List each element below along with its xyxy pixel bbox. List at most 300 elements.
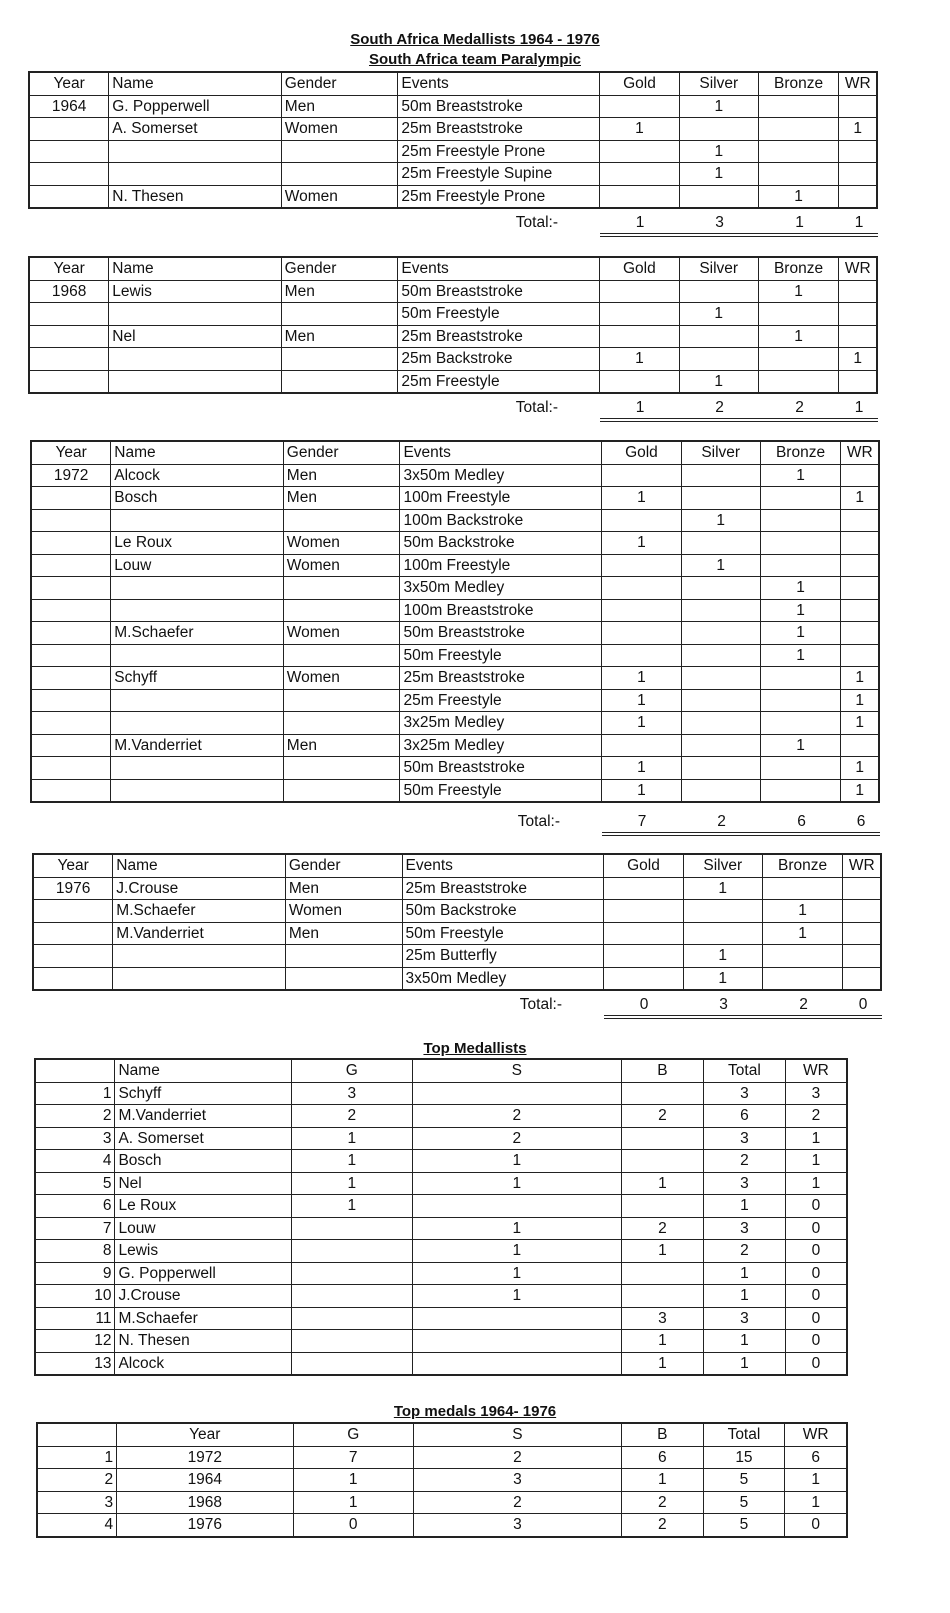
name-cell: Bosch [115, 1150, 291, 1173]
header-name: Name [115, 1059, 291, 1082]
table-row [31, 554, 879, 577]
total-label: Total:- [515, 214, 558, 231]
event-cell: 100m Backstroke [400, 509, 602, 532]
table-row [33, 922, 881, 945]
gold-cell [604, 945, 684, 968]
wr-cell [841, 734, 879, 757]
header-wr: WR [785, 1059, 847, 1082]
rank-cell: 7 [35, 1217, 115, 1240]
name-cell [111, 509, 284, 532]
table-row [33, 900, 881, 923]
name-cell: Lewis [109, 280, 281, 303]
s-cell: 1 [412, 1240, 621, 1263]
header-year: Year [33, 854, 113, 877]
medal-table-3 [30, 440, 880, 803]
b-cell: 1 [622, 1469, 704, 1492]
s-cell [412, 1307, 621, 1330]
bronze-cell [760, 779, 841, 802]
wr-cell: 1 [839, 118, 877, 141]
gender-cell: Women [283, 554, 400, 577]
gold-cell: 1 [602, 779, 682, 802]
silver-cell: 1 [681, 509, 760, 532]
total-cell: 1 [703, 1285, 785, 1308]
wr-cell [841, 644, 879, 667]
g-cell: 0 [293, 1514, 413, 1537]
gender-cell [281, 370, 398, 393]
wr-cell [839, 185, 877, 208]
name-cell: Alcock [115, 1352, 291, 1375]
name-cell: Nel [109, 325, 281, 348]
total-cell: 3 [703, 1307, 785, 1330]
silver-cell: 1 [679, 163, 758, 186]
total-cell: 1 [703, 1195, 785, 1218]
bronze-cell [762, 945, 843, 968]
wr-cell: 0 [785, 1240, 847, 1263]
b-cell [621, 1127, 703, 1150]
silver-cell: 1 [679, 95, 758, 118]
header-g: G [293, 1423, 413, 1446]
wr-cell: 6 [785, 1446, 847, 1469]
rank-cell: 12 [35, 1330, 115, 1353]
gold-cell [599, 325, 679, 348]
event-cell: 25m Freestyle [398, 370, 600, 393]
table-row [31, 779, 879, 802]
silver-cell: 1 [683, 877, 762, 900]
total-wr: 6 [856, 813, 866, 830]
header-silver: Silver [679, 72, 758, 95]
total-cell: 3 [703, 1082, 785, 1105]
rank-cell: 2 [37, 1469, 117, 1492]
b-cell: 1 [621, 1172, 703, 1195]
s-cell [412, 1330, 621, 1353]
header-wr: WR [839, 72, 877, 95]
gold-cell [604, 900, 684, 923]
totals-row [28, 397, 888, 421]
g-cell [291, 1240, 412, 1263]
table-row [37, 1469, 847, 1492]
silver-cell [681, 464, 760, 487]
total-b: 2 [799, 996, 808, 1013]
bronze-cell: 1 [760, 622, 841, 645]
bronze-cell [758, 348, 839, 371]
top-medals-table [36, 1422, 848, 1538]
name-cell [111, 644, 284, 667]
b-cell [621, 1082, 703, 1105]
silver-cell [681, 757, 760, 780]
bronze-cell: 1 [762, 922, 843, 945]
year-cell [31, 712, 111, 735]
header-bronze: Bronze [758, 257, 839, 280]
header-bronze: Bronze [760, 441, 841, 464]
gender-cell [283, 577, 400, 600]
bronze-cell: 1 [758, 325, 839, 348]
wr-cell: 0 [785, 1352, 847, 1375]
year-cell: 1964 [29, 95, 109, 118]
wr-cell: 0 [785, 1514, 847, 1537]
name-cell: Lewis [115, 1240, 291, 1263]
table-row [31, 644, 879, 667]
wr-cell [841, 554, 879, 577]
rank-cell: 9 [35, 1262, 115, 1285]
event-cell: 100m Freestyle [400, 554, 602, 577]
rank-cell: 8 [35, 1240, 115, 1263]
gold-cell [600, 140, 680, 163]
event-cell: 50m Backstroke [402, 900, 604, 923]
table-row [31, 577, 879, 600]
year-cell [29, 118, 109, 141]
table-row [35, 1285, 847, 1308]
table-row [31, 622, 879, 645]
bronze-cell: 1 [760, 464, 841, 487]
event-cell: 3x50m Medley [400, 464, 602, 487]
header-row [29, 72, 877, 95]
total-wr: 1 [854, 214, 864, 231]
event-cell: 25m Butterfly [402, 945, 604, 968]
s-cell: 1 [412, 1262, 621, 1285]
table-row [31, 734, 879, 757]
name-cell [111, 757, 284, 780]
name-cell [113, 967, 286, 990]
total-cell: 3 [703, 1172, 785, 1195]
b-cell [621, 1262, 703, 1285]
year-cell [29, 303, 109, 326]
gold-cell [600, 95, 680, 118]
gender-cell [283, 644, 400, 667]
bronze-cell: 1 [760, 644, 841, 667]
header-b: B [621, 1059, 703, 1082]
g-cell [291, 1352, 412, 1375]
totals-underline [600, 233, 878, 237]
header-gold: Gold [604, 854, 684, 877]
year-cell [31, 599, 111, 622]
bronze-cell [758, 118, 839, 141]
table-row [31, 757, 879, 780]
table-row [29, 280, 877, 303]
wr-cell: 0 [785, 1217, 847, 1240]
header-silver: Silver [683, 854, 762, 877]
gender-cell: Women [283, 667, 400, 690]
table-row [37, 1446, 847, 1469]
rank-cell: 1 [35, 1082, 115, 1105]
event-cell: 25m Breaststroke [398, 118, 600, 141]
gender-cell [283, 779, 400, 802]
name-cell [109, 303, 281, 326]
wr-cell [843, 967, 881, 990]
silver-cell [679, 280, 758, 303]
silver-cell: 1 [683, 967, 762, 990]
table-row [31, 689, 879, 712]
header-total: Total [703, 1423, 785, 1446]
wr-cell [843, 945, 881, 968]
g-cell: 1 [293, 1491, 413, 1514]
gold-cell [602, 734, 682, 757]
gold-cell [599, 370, 679, 393]
name-cell [109, 163, 282, 186]
wr-cell: 3 [785, 1082, 847, 1105]
bronze-cell [760, 689, 841, 712]
table-row [35, 1330, 847, 1353]
header-wr: WR [785, 1423, 847, 1446]
year-cell [31, 554, 111, 577]
header-gender: Gender [281, 72, 398, 95]
total-cell: 5 [703, 1514, 785, 1537]
s-cell: 1 [412, 1217, 621, 1240]
name-cell [109, 348, 281, 371]
gold-cell [600, 163, 680, 186]
total-cell: 1 [703, 1330, 785, 1353]
event-cell: 25m Freestyle [400, 689, 602, 712]
wr-cell [839, 140, 877, 163]
year-cell [31, 509, 111, 532]
name-cell [111, 712, 284, 735]
gold-cell [602, 599, 682, 622]
gold-cell [602, 622, 682, 645]
wr-cell: 1 [841, 667, 879, 690]
s-cell [412, 1082, 621, 1105]
gender-cell: Women [281, 185, 398, 208]
g-cell [291, 1330, 412, 1353]
gender-cell: Men [281, 280, 398, 303]
gold-cell [599, 280, 679, 303]
g-cell: 7 [293, 1446, 413, 1469]
event-cell: 50m Freestyle [398, 303, 600, 326]
wr-cell: 0 [785, 1330, 847, 1353]
medal-table-4 [32, 853, 882, 991]
b-cell [621, 1285, 703, 1308]
silver-cell [679, 325, 758, 348]
header-events: Events [400, 441, 602, 464]
b-cell [621, 1150, 703, 1173]
gender-cell: Men [283, 734, 400, 757]
year-cell: 1968 [29, 280, 109, 303]
total-cell: 5 [703, 1491, 785, 1514]
table-row [29, 140, 877, 163]
wr-cell: 1 [839, 348, 877, 371]
rank-cell: 4 [35, 1150, 115, 1173]
total-label: Total:- [517, 813, 560, 830]
table-row [31, 464, 879, 487]
total-cell: 2 [703, 1240, 785, 1263]
silver-cell [681, 577, 760, 600]
page-header [0, 30, 950, 70]
silver-cell [681, 532, 760, 555]
wr-cell: 0 [785, 1285, 847, 1308]
totals-underline [604, 1015, 882, 1019]
wr-cell: 1 [785, 1172, 847, 1195]
header-events: Events [398, 72, 600, 95]
year-cell [33, 945, 113, 968]
total-label: Total:- [515, 399, 558, 416]
header-year: Year [29, 257, 109, 280]
table-row [31, 487, 879, 510]
event-cell: 50m Breaststroke [400, 757, 602, 780]
wr-cell: 1 [841, 779, 879, 802]
gender-cell [285, 967, 402, 990]
name-cell: N. Thesen [109, 185, 282, 208]
event-cell: 25m Freestyle Supine [398, 163, 600, 186]
silver-cell: 1 [679, 370, 758, 393]
bronze-cell [758, 140, 839, 163]
table-row [35, 1352, 847, 1375]
total-b: 2 [795, 399, 804, 416]
table-row [29, 163, 877, 186]
year-cell: 1964 [117, 1469, 293, 1492]
wr-cell [839, 325, 877, 348]
bronze-cell: 1 [760, 599, 841, 622]
medal-table-2 [28, 256, 878, 394]
gold-cell [600, 185, 680, 208]
gold-cell: 1 [602, 487, 682, 510]
totals-underline [600, 418, 878, 422]
header-bronze: Bronze [762, 854, 843, 877]
s-cell: 2 [413, 1446, 621, 1469]
rank-cell: 3 [35, 1127, 115, 1150]
silver-cell [681, 712, 760, 735]
total-label: Total:- [519, 996, 562, 1013]
table-row [31, 667, 879, 690]
gender-cell: Women [283, 532, 400, 555]
header-row [31, 441, 879, 464]
bronze-cell [758, 95, 839, 118]
rank-cell: 2 [35, 1105, 115, 1128]
bronze-cell [760, 487, 841, 510]
header-s: S [413, 1423, 621, 1446]
bronze-cell: 1 [760, 734, 841, 757]
header-gold: Gold [599, 257, 679, 280]
year-cell [29, 185, 109, 208]
g-cell [291, 1217, 412, 1240]
name-cell: M.Vanderriet [115, 1105, 291, 1128]
table-row [35, 1262, 847, 1285]
header-bronze: Bronze [758, 72, 839, 95]
wr-cell [841, 599, 879, 622]
event-cell: 100m Freestyle [400, 487, 602, 510]
gold-cell [602, 577, 682, 600]
year-cell [31, 779, 111, 802]
total-s: 2 [715, 399, 724, 416]
total-cell: 3 [703, 1217, 785, 1240]
gender-cell [281, 163, 398, 186]
header-s: S [412, 1059, 621, 1082]
gender-cell [281, 348, 398, 371]
name-cell [109, 370, 281, 393]
event-cell: 25m Backstroke [398, 348, 600, 371]
header-wr: WR [841, 441, 879, 464]
bronze-cell [760, 554, 841, 577]
name-cell: Nel [115, 1172, 291, 1195]
year-cell: 1976 [117, 1514, 293, 1537]
table-row [29, 370, 877, 393]
medal-table-1 [28, 71, 878, 209]
gender-cell: Women [285, 900, 402, 923]
wr-cell [839, 370, 877, 393]
header-row [33, 854, 881, 877]
gender-cell [283, 712, 400, 735]
header-name: Name [109, 72, 282, 95]
total-wr: 1 [854, 399, 864, 416]
name-cell: G. Popperwell [109, 95, 282, 118]
year-cell: 1972 [31, 464, 111, 487]
wr-cell [843, 877, 881, 900]
event-cell: 50m Breaststroke [400, 622, 602, 645]
rank-cell: 13 [35, 1352, 115, 1375]
gender-cell [283, 599, 400, 622]
header-name: Name [109, 257, 281, 280]
bronze-cell [758, 163, 839, 186]
gender-cell [283, 689, 400, 712]
silver-cell: 1 [681, 554, 760, 577]
name-cell: J.Crouse [113, 877, 286, 900]
gender-cell: Women [281, 118, 398, 141]
table-row [29, 348, 877, 371]
s-cell: 3 [413, 1514, 621, 1537]
year-cell [33, 900, 113, 923]
wr-cell [839, 303, 877, 326]
name-cell: M.Schaefer [113, 900, 286, 923]
header-name: Name [113, 854, 286, 877]
s-cell: 1 [412, 1172, 621, 1195]
table-row [35, 1195, 847, 1218]
b-cell: 2 [621, 1105, 703, 1128]
wr-cell [839, 280, 877, 303]
gold-cell: 1 [602, 712, 682, 735]
silver-cell [683, 900, 762, 923]
wr-cell [841, 464, 879, 487]
g-cell [291, 1262, 412, 1285]
b-cell: 2 [622, 1514, 704, 1537]
total-b: 1 [795, 214, 804, 231]
s-cell [412, 1195, 621, 1218]
gold-cell [604, 877, 684, 900]
year-cell [31, 689, 111, 712]
header-gender: Gender [281, 257, 398, 280]
gender-cell [285, 945, 402, 968]
gold-cell: 1 [602, 532, 682, 555]
gender-cell: Men [285, 922, 402, 945]
total-g: 0 [639, 996, 649, 1013]
silver-cell [683, 922, 762, 945]
bronze-cell [760, 667, 841, 690]
totals-row [28, 212, 888, 236]
gold-cell [602, 464, 682, 487]
year-cell [33, 967, 113, 990]
gold-cell: 1 [599, 348, 679, 371]
s-cell: 1 [412, 1150, 621, 1173]
header-year: Year [117, 1423, 293, 1446]
table-row [35, 1082, 847, 1105]
bronze-cell [758, 303, 839, 326]
total-s: 2 [717, 813, 726, 830]
table-row [35, 1150, 847, 1173]
gold-cell: 1 [600, 118, 680, 141]
table-row [31, 509, 879, 532]
silver-cell [679, 348, 758, 371]
event-cell: 3x50m Medley [400, 577, 602, 600]
wr-cell [843, 900, 881, 923]
wr-cell: 1 [841, 712, 879, 735]
header-silver: Silver [681, 441, 760, 464]
event-cell: 50m Breaststroke [398, 280, 600, 303]
name-cell [111, 779, 284, 802]
total-wr: 0 [858, 996, 868, 1013]
b-cell: 1 [621, 1330, 703, 1353]
gold-cell [602, 509, 682, 532]
name-cell: Bosch [111, 487, 284, 510]
bronze-cell: 1 [760, 577, 841, 600]
header-gold: Gold [602, 441, 682, 464]
rank-cell: 3 [37, 1491, 117, 1514]
table-row [35, 1127, 847, 1150]
